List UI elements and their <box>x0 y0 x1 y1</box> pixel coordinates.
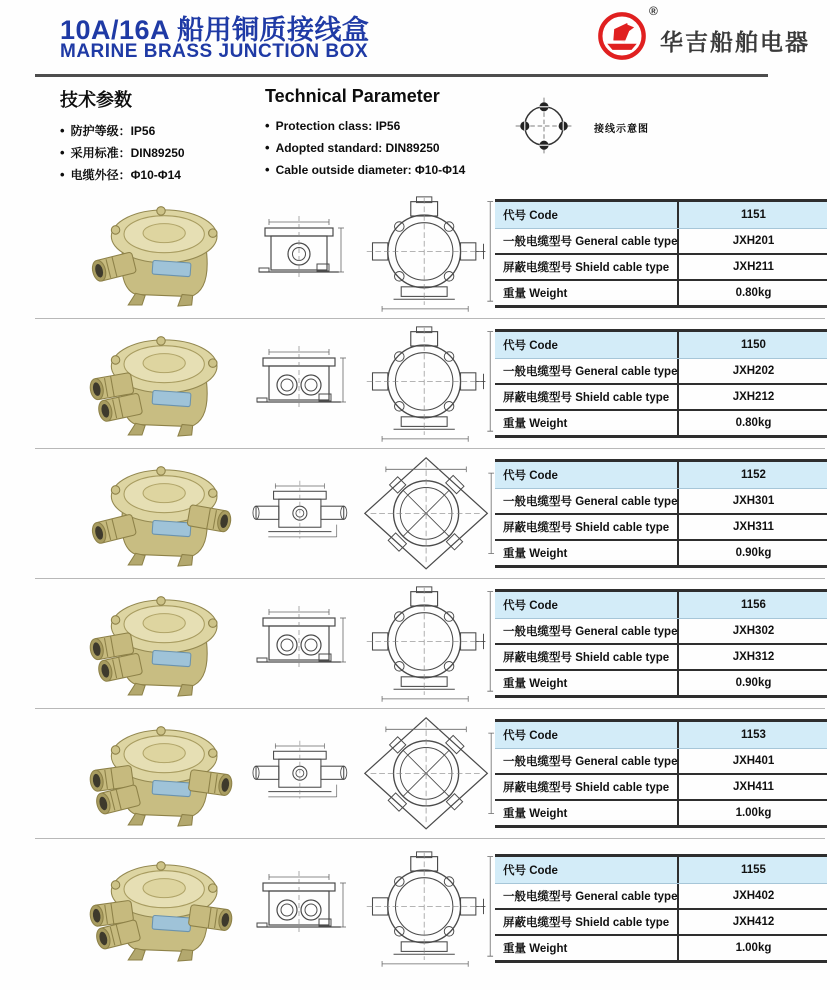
product-photo <box>87 324 235 442</box>
code-label: 代号 Code <box>503 599 558 612</box>
weight-label: 重量 Weight <box>503 942 568 955</box>
spec-table <box>495 719 827 828</box>
tech-heading-cn: 技术参数 <box>60 90 132 110</box>
code-value: 1156 <box>677 592 827 618</box>
code-label: 代号 Code <box>503 864 558 877</box>
code-label: 代号 Code <box>503 729 558 742</box>
header-divider <box>35 74 768 77</box>
brand-logo-icon <box>596 10 648 62</box>
product-row <box>35 708 825 839</box>
product-row <box>35 838 825 978</box>
code-value: 1152 <box>677 462 827 488</box>
side-view-drawing <box>249 739 349 807</box>
general-label: 一般电缆型号 General cable type <box>503 890 678 903</box>
general-label: 一般电缆型号 General cable type <box>503 365 678 378</box>
shield-label: 屏蔽电缆型号 Shield cable type <box>503 916 670 929</box>
shield-value: JXH211 <box>677 255 827 279</box>
front-view-drawing <box>361 584 495 703</box>
product-photo <box>87 454 235 572</box>
weight-value: 0.80kg <box>677 411 827 435</box>
general-label: 一般电缆型号 General cable type <box>503 235 678 248</box>
shield-label: 屏蔽电缆型号 Shield cable type <box>503 521 670 534</box>
front-view-drawing <box>361 454 495 573</box>
tech-item: • Cable outside diameter: Φ10-Φ14 <box>265 159 465 181</box>
weight-label: 重量 Weight <box>503 417 568 430</box>
tech-heading-en: Technical Parameter <box>265 86 440 106</box>
front-view-drawing <box>361 849 495 968</box>
product-photo <box>87 194 235 312</box>
general-value: JXH301 <box>677 489 827 513</box>
shield-value: JXH311 <box>677 515 827 539</box>
product-row <box>35 578 825 709</box>
front-view-drawing <box>361 324 495 443</box>
shield-label: 屏蔽电缆型号 Shield cable type <box>503 651 670 664</box>
spec-table <box>495 329 827 438</box>
page-subtitle: MARINE BRASS JUNCTION BOX <box>60 41 369 62</box>
page-title: 10A/16A 船用铜质接线盒 <box>60 15 370 45</box>
weight-value: 0.90kg <box>677 671 827 695</box>
spec-table <box>495 199 827 308</box>
code-value: 1153 <box>677 722 827 748</box>
weight-label: 重量 Weight <box>503 547 568 560</box>
tech-item: • 防护等级：IP56 <box>60 120 185 142</box>
tech-item: • 采用标准：DIN89250 <box>60 142 185 164</box>
shield-label: 屏蔽电缆型号 Shield cable type <box>503 781 670 794</box>
general-label: 一般电缆型号 General cable type <box>503 495 678 508</box>
tech-item: • Protection class: IP56 <box>265 115 465 137</box>
product-photo <box>87 849 235 967</box>
spec-table <box>495 854 827 963</box>
front-view-drawing <box>361 714 495 833</box>
front-view-drawing <box>361 194 495 313</box>
weight-value: 0.90kg <box>677 541 827 565</box>
weight-label: 重量 Weight <box>503 287 568 300</box>
weight-value: 0.80kg <box>677 281 827 305</box>
side-view-drawing <box>249 604 349 682</box>
general-value: JXH201 <box>677 229 827 253</box>
product-row <box>35 188 825 319</box>
shield-value: JXH411 <box>677 775 827 799</box>
cable-entry-diagram-icon <box>512 94 576 158</box>
brand-name: 华吉船舶电器 <box>660 29 810 55</box>
product-photo <box>87 584 235 702</box>
general-value: JXH202 <box>677 359 827 383</box>
tech-params-en <box>265 86 465 181</box>
weight-label: 重量 Weight <box>503 677 568 690</box>
code-label: 代号 Code <box>503 339 558 352</box>
code-value: 1155 <box>677 857 827 883</box>
shield-label: 屏蔽电缆型号 Shield cable type <box>503 261 670 274</box>
general-value: JXH302 <box>677 619 827 643</box>
code-value: 1150 <box>677 332 827 358</box>
shield-value: JXH412 <box>677 910 827 934</box>
weight-value: 1.00kg <box>677 801 827 825</box>
registered-mark: ® <box>649 4 658 18</box>
spec-table <box>495 459 827 568</box>
side-view-drawing <box>249 479 349 547</box>
code-value: 1151 <box>677 202 827 228</box>
shield-value: JXH312 <box>677 645 827 669</box>
side-view-drawing <box>249 214 349 292</box>
shield-label: 屏蔽电缆型号 Shield cable type <box>503 391 670 404</box>
product-row <box>35 318 825 449</box>
shield-value: JXH212 <box>677 385 827 409</box>
code-label: 代号 Code <box>503 469 558 482</box>
general-value: JXH401 <box>677 749 827 773</box>
general-label: 一般电缆型号 General cable type <box>503 755 678 768</box>
weight-label: 重量 Weight <box>503 807 568 820</box>
weight-value: 1.00kg <box>677 936 827 960</box>
side-view-drawing <box>249 344 349 422</box>
tech-params-cn <box>60 86 185 186</box>
side-view-drawing <box>249 869 349 947</box>
tech-item: • 电缆外径：Φ10-Φ14 <box>60 164 185 186</box>
general-label: 一般电缆型号 General cable type <box>503 625 678 638</box>
general-value: JXH402 <box>677 884 827 908</box>
diagram-label: 接线示意图 <box>594 124 649 135</box>
product-row <box>35 448 825 579</box>
tech-item: • Adopted standard: DIN89250 <box>265 137 465 159</box>
spec-table <box>495 589 827 698</box>
code-label: 代号 Code <box>503 209 558 222</box>
product-photo <box>87 714 235 832</box>
